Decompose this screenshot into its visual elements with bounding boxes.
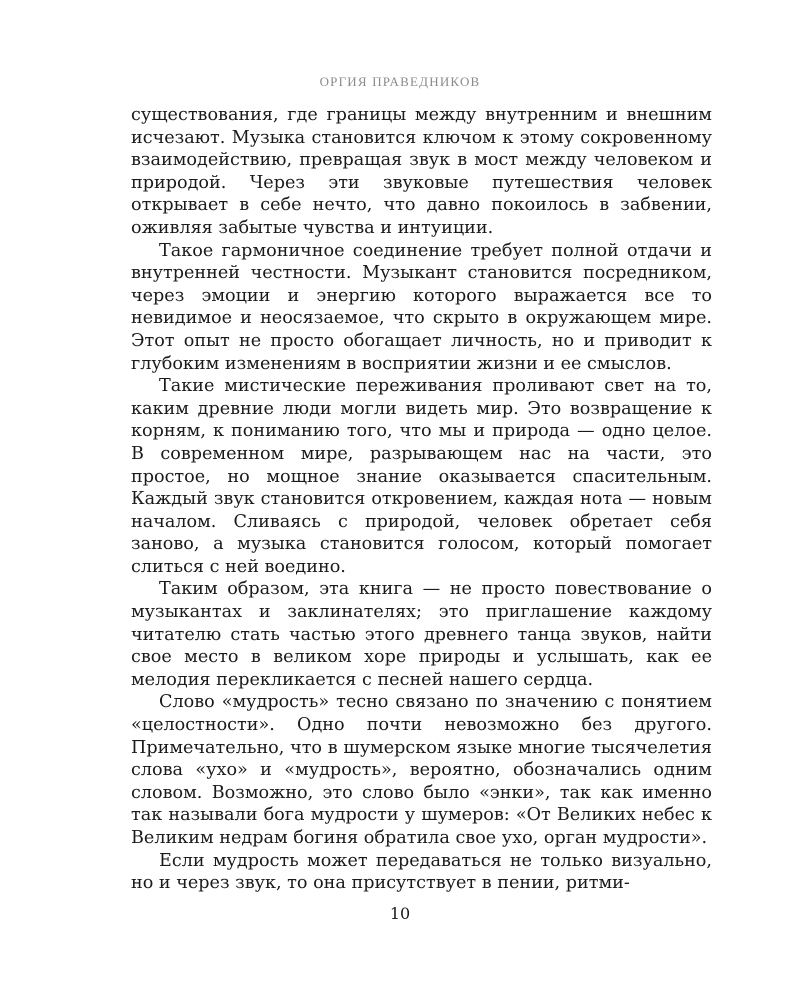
paragraph: Слово «мудрость» тесно связано по значению с понятием «целостности». Одно почти невозможно без другого. Примечательно, что в шумерском языке многие тысячелетия слова «ухо» и «мудрость», вероятно, обозначались одним словом. Возможно, это слово было «энки», так как именно так называли бога мудрости у шумеров: «От Великих небес к Великим недрам богиня обратила свое ухо, орган мудрости». — [131, 692, 712, 848]
running-head: ОРГИЯ ПРАВЕДНИКОВ — [319, 74, 481, 89]
body-text — [131, 104, 712, 895]
page-number: 10 — [389, 904, 411, 923]
paragraph: Таким образом, эта книга — не просто повествование о музыкантах и заклинателях; это приглашение каждому читателю стать частью этого древнего танца звуков, найти свое место в великом хоре природы и услышать, как ее мелодия перекликается с песней нашего сердца. — [131, 579, 712, 690]
paragraph: Такое гармоничное соединение требует полной отдачи и внутренней честности. Музыкант становится посредником, через эмоции и энергию которого выражается все то невидимое и неосязаемое, что скрыто в окружающем мире. Этот опыт не просто обогащает личность, но и приводит к глубоким изменениям в восприятии жизни и ее смыслов. — [131, 240, 712, 374]
paragraph: Такие мистические переживания проливают свет на то, каким древние люди могли видеть мир. Это возвращение к корням, к пониманию того, что мы и природа — одно целое. В современном мире, разрывающем нас на части, это простое, но мощное знание оказывается спасительным. Каждый звук становится откровением, каждая нота — новым началом. Сливаясь с природой, человек обретает себя заново, а музыка становится голосом, который помогает слиться с ней воедино. — [131, 376, 712, 577]
paragraph: существования, где границы между внутренним и внешним исчезают. Музыка становится ключом к этому сокровенному взаимодействию, превращая звук в мост между человеком и природой. Через эти звуковые путешествия человек открывает в себе нечто, что давно покоилось в забвении, оживляя забытые чувства и интуиции. — [131, 105, 712, 238]
paragraph: Если мудрость может передаваться не только визуально, но и через звук, то она присутствует в пении, ритми- — [131, 850, 712, 894]
